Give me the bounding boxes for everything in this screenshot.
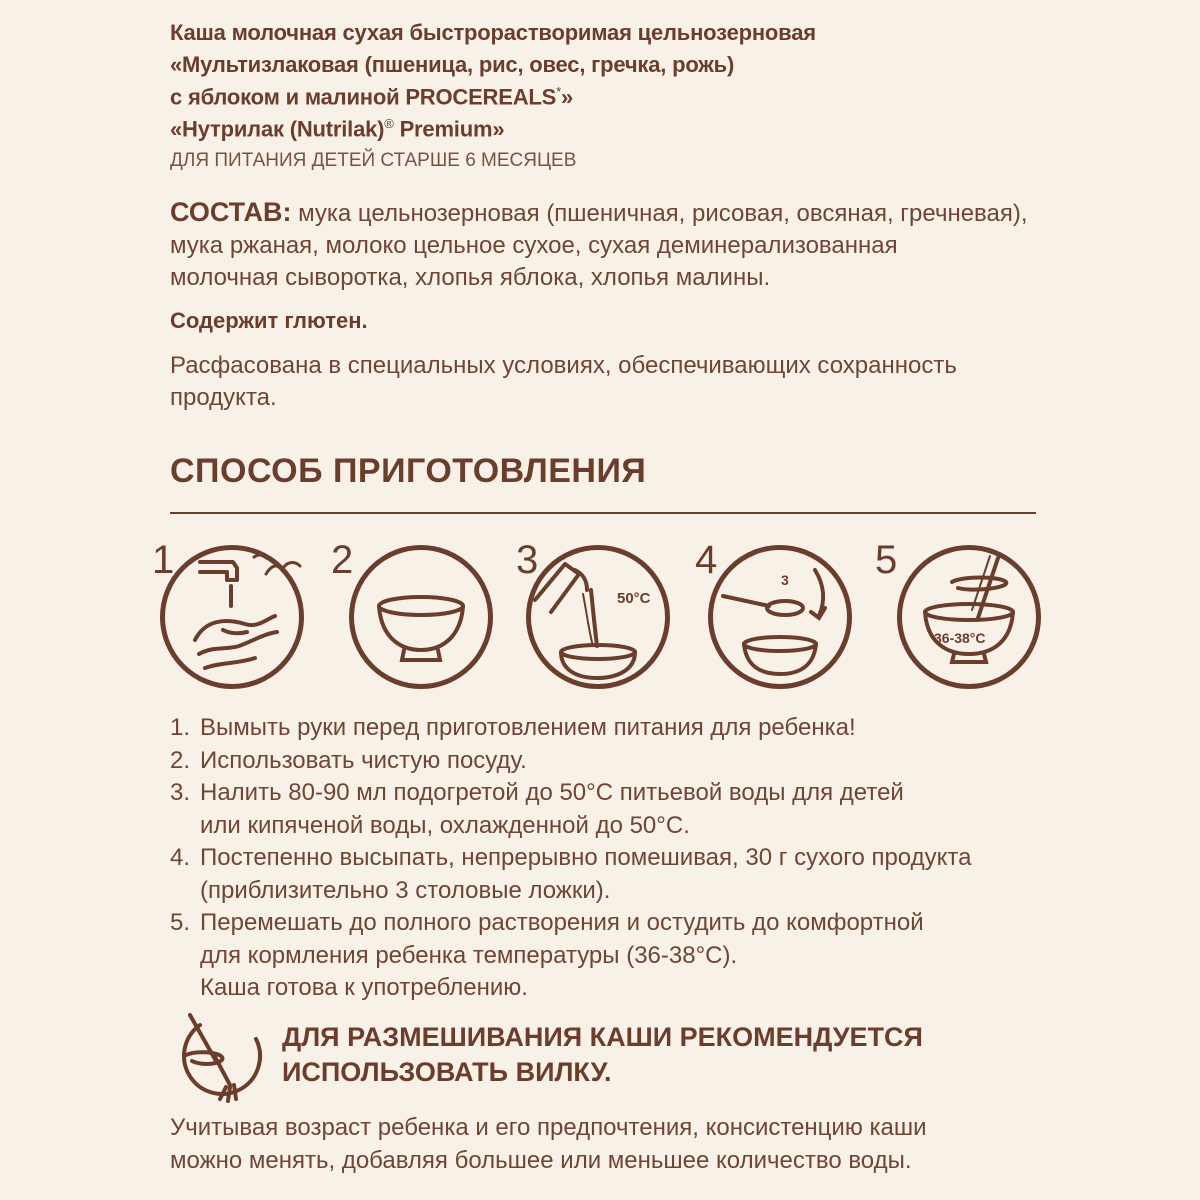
instruction-number: 5. <box>170 909 191 936</box>
instruction-number: 3. <box>170 779 191 806</box>
stir-bowl-icon <box>902 550 1036 684</box>
composition-line-3: молочная сыворотка, хлопья яблока, хлопья малины. <box>170 264 771 291</box>
instruction-number: 2. <box>170 746 191 774</box>
step-5-number: 5 <box>875 538 898 582</box>
product-brand-text: «Нутрилак (Nutrilak) <box>170 116 385 142</box>
step-5-circle <box>897 545 1041 689</box>
consistency-note <box>170 1112 1050 1177</box>
instruction-line: Использовать чистую посуду. <box>200 746 527 774</box>
step-4-circle <box>708 545 852 689</box>
instruction-line: Налить 80-90 мл подогретой до 50°C питьевой воды для детей <box>200 779 904 806</box>
packaging-note <box>170 350 1070 414</box>
product-title-line-3 <box>170 84 573 110</box>
instruction-line: Перемешать до полного растворения и остудить до комфортной <box>200 909 924 936</box>
gluten-warning: Содержит глютен. <box>170 308 368 333</box>
instruction-step-3 <box>170 777 1050 842</box>
packaging-line-1: Расфасована в специальных условиях, обеспечивающих сохранность <box>170 352 957 379</box>
age-recommendation: ДЛЯ ПИТАНИЯ ДЕТЕЙ СТАРШЕ 6 МЕСЯЦЕВ <box>170 150 577 171</box>
clean-bowl-icon <box>354 550 488 684</box>
proc-quote: » <box>560 84 574 110</box>
packaging-line-2: продукта. <box>170 384 277 411</box>
instructions-list <box>170 712 1050 1005</box>
composition-line-2: мука ржаная, молоко цельное сухое, сухая деминерализованная <box>170 232 898 259</box>
fork-note-line-1: ДЛЯ РАЗМЕШИВАНИЯ КАШИ РЕКОМЕНДУЕТСЯ <box>282 1022 923 1052</box>
fork-stir-icon <box>160 995 270 1105</box>
product-title-line-2: «Мультизлаковая (пшеница, рис, овес, гречка, рожь) <box>170 52 735 77</box>
section-divider <box>170 512 1036 514</box>
instruction-step-1 <box>170 712 1050 745</box>
composition-line-1-text: мука цельнозерновая (пшеничная, рисовая, овсяная, гречневая), <box>298 200 1028 227</box>
instruction-line: Каша готова к употреблению. <box>200 974 528 1001</box>
step-3-circle <box>526 545 670 689</box>
preparation-title: СПОСОБ ПРИГОТОВЛЕНИЯ <box>170 452 647 490</box>
composition-block <box>170 196 1070 294</box>
footer-line-2: можно менять, добавляя большее или меньшее количество воды. <box>170 1146 912 1174</box>
instruction-number: 4. <box>170 844 191 871</box>
fork-note-line-2: ИСПОЛЬЗОВАТЬ ВИЛКУ. <box>282 1057 612 1087</box>
water-drops-icon <box>262 552 312 582</box>
product-title-line-4 <box>170 116 504 142</box>
registered-mark: ® <box>384 116 394 131</box>
water-temperature-label: 50°C <box>617 590 651 607</box>
product-title-line-3-text: с яблоком и малиной PROCEREALS <box>170 84 557 110</box>
spoons-count-label: 3 <box>781 572 789 588</box>
instruction-line: или кипяченой воды, охлажденной до 50°C. <box>200 811 690 839</box>
step-3-number: 3 <box>516 538 539 582</box>
proc-asterisk: * <box>556 84 561 99</box>
step-4-number: 4 <box>695 538 718 582</box>
instruction-number: 1. <box>170 714 191 741</box>
step-1-number: 1 <box>152 538 175 582</box>
fork-recommendation <box>282 1020 1022 1090</box>
serving-temperature-label: 36-38°C <box>934 630 986 646</box>
composition-heading: СОСТАВ: <box>170 197 292 227</box>
instruction-line: (приблизительно 3 столовые ложки). <box>200 876 611 904</box>
footer-line-1: Учитывая возраст ребенка и его предпочтения, консистенцию каши <box>170 1114 927 1141</box>
instruction-step-4 <box>170 842 1050 907</box>
spoon-add-icon <box>713 550 847 684</box>
step-2-number: 2 <box>331 538 354 582</box>
instruction-line: Вымыть руки перед приготовлением питания для ребенка! <box>200 714 856 741</box>
premium-text: Premium» <box>399 116 505 142</box>
instruction-line: Постепенно высыпать, непрерывно помешивая, 30 г сухого продукта <box>200 844 972 871</box>
instruction-line: для кормления ребенка температуры (36-38°C). <box>200 941 738 969</box>
composition-line-1 <box>170 196 1070 230</box>
pour-water-icon <box>531 550 665 684</box>
instruction-step-2 <box>170 745 1050 778</box>
product-title-line-1: Каша молочная сухая быстрорастворимая цельнозерновая <box>170 20 816 45</box>
step-2-circle <box>349 545 493 689</box>
instruction-step-5 <box>170 907 1050 1005</box>
